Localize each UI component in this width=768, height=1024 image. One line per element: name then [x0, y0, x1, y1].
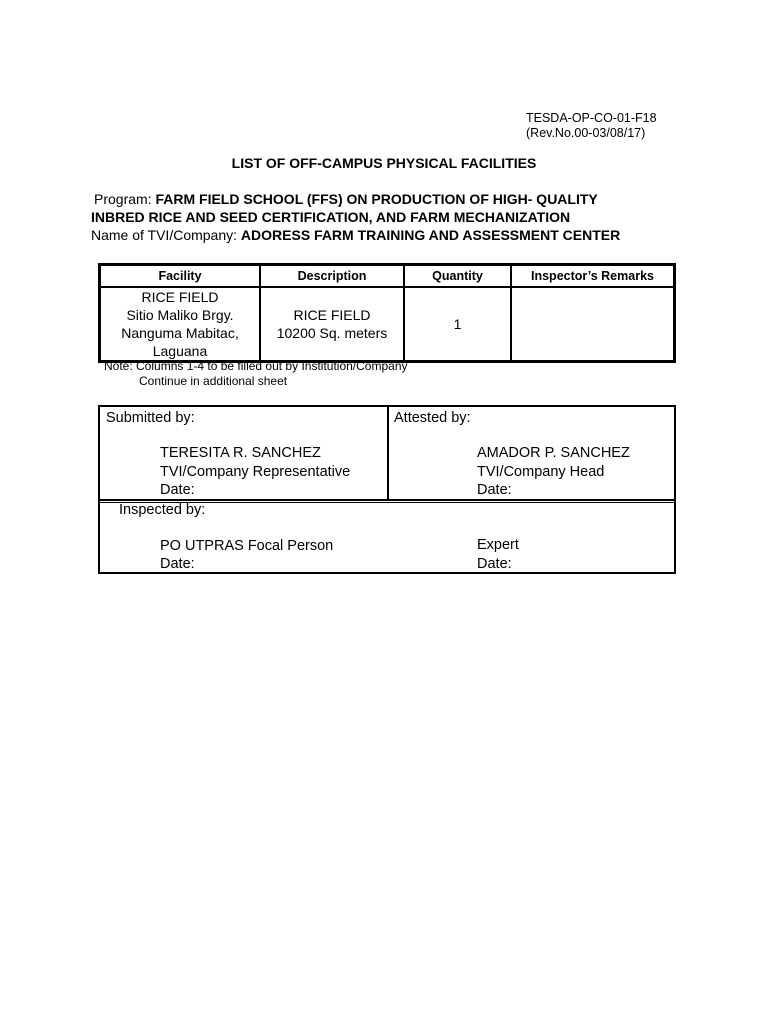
- column-header-description: Description: [260, 265, 404, 287]
- description-line: RICE FIELD: [293, 307, 371, 323]
- attested-name: AMADOR P. SANCHEZ: [477, 445, 630, 461]
- submitted-name: TERESITA R. SANCHEZ: [160, 445, 321, 461]
- submitted-label: Submitted by:: [106, 410, 195, 426]
- inspected-label: Inspected by:: [119, 502, 206, 518]
- column-header-quantity: Quantity: [404, 265, 511, 287]
- facility-line: Sitio Maliko Brgy.: [126, 307, 234, 323]
- submitted-role: TVI/Company Representative: [160, 464, 351, 480]
- page-title: LIST OF OFF-CAMPUS PHYSICAL FACILITIES: [231, 155, 537, 171]
- table-note: [104, 359, 408, 389]
- signature-block: [98, 405, 676, 574]
- form-code: TESDA-OP-CO-01-F18: [526, 111, 657, 125]
- program-name-part2: INBRED RICE AND SEED CERTIFICATION, AND FARM MECHANIZATION: [91, 209, 571, 225]
- program-label: Program:: [94, 191, 152, 207]
- table-row: [100, 287, 674, 361]
- note-line-2: Continue in additional sheet: [139, 374, 288, 388]
- quantity-cell: 1: [404, 287, 511, 361]
- column-header-facility: Facility: [100, 265, 260, 287]
- facility-line: Laguana: [152, 343, 208, 359]
- description-cell: [260, 287, 404, 361]
- inspector-expert-date: Date:: [477, 556, 512, 572]
- tvi-label: Name of TVI/Company:: [91, 227, 238, 243]
- inspector-focal-role: PO UTPRAS Focal Person: [160, 538, 334, 554]
- inspector-focal-date: Date:: [160, 556, 195, 572]
- facility-line: RICE FIELD: [141, 289, 219, 305]
- column-header-remarks: Inspector’s Remarks: [511, 265, 674, 287]
- facility-line: Nanguma Mabitac,: [121, 325, 239, 341]
- inspector-expert-role: Expert: [477, 537, 519, 553]
- revision-number: (Rev.No.00-03/08/17): [526, 126, 646, 140]
- facility-cell: [100, 287, 260, 361]
- program-line-1: [91, 190, 691, 208]
- table-header-row: [100, 265, 674, 287]
- form-code-block: [526, 111, 657, 141]
- attested-role: TVI/Company Head: [477, 464, 605, 480]
- remarks-cell: [511, 287, 674, 361]
- note-line-1: Note: Columns 1-4 to be filled out by Institution/Company: [104, 359, 408, 373]
- program-name-part1: FARM FIELD SCHOOL (FFS) ON PRODUCTION OF HIGH- QUALITY: [155, 191, 598, 207]
- submitted-date: Date:: [160, 482, 195, 498]
- attested-label: Attested by:: [394, 410, 471, 426]
- tvi-line: [91, 226, 691, 244]
- program-line-2: [91, 208, 691, 226]
- description-line: 10200 Sq. meters: [276, 325, 388, 341]
- program-info: [91, 190, 691, 244]
- tvi-name: ADORESS FARM TRAINING AND ASSESSMENT CENTER: [240, 227, 621, 243]
- facilities-table: [98, 263, 676, 363]
- attested-date: Date:: [477, 482, 512, 498]
